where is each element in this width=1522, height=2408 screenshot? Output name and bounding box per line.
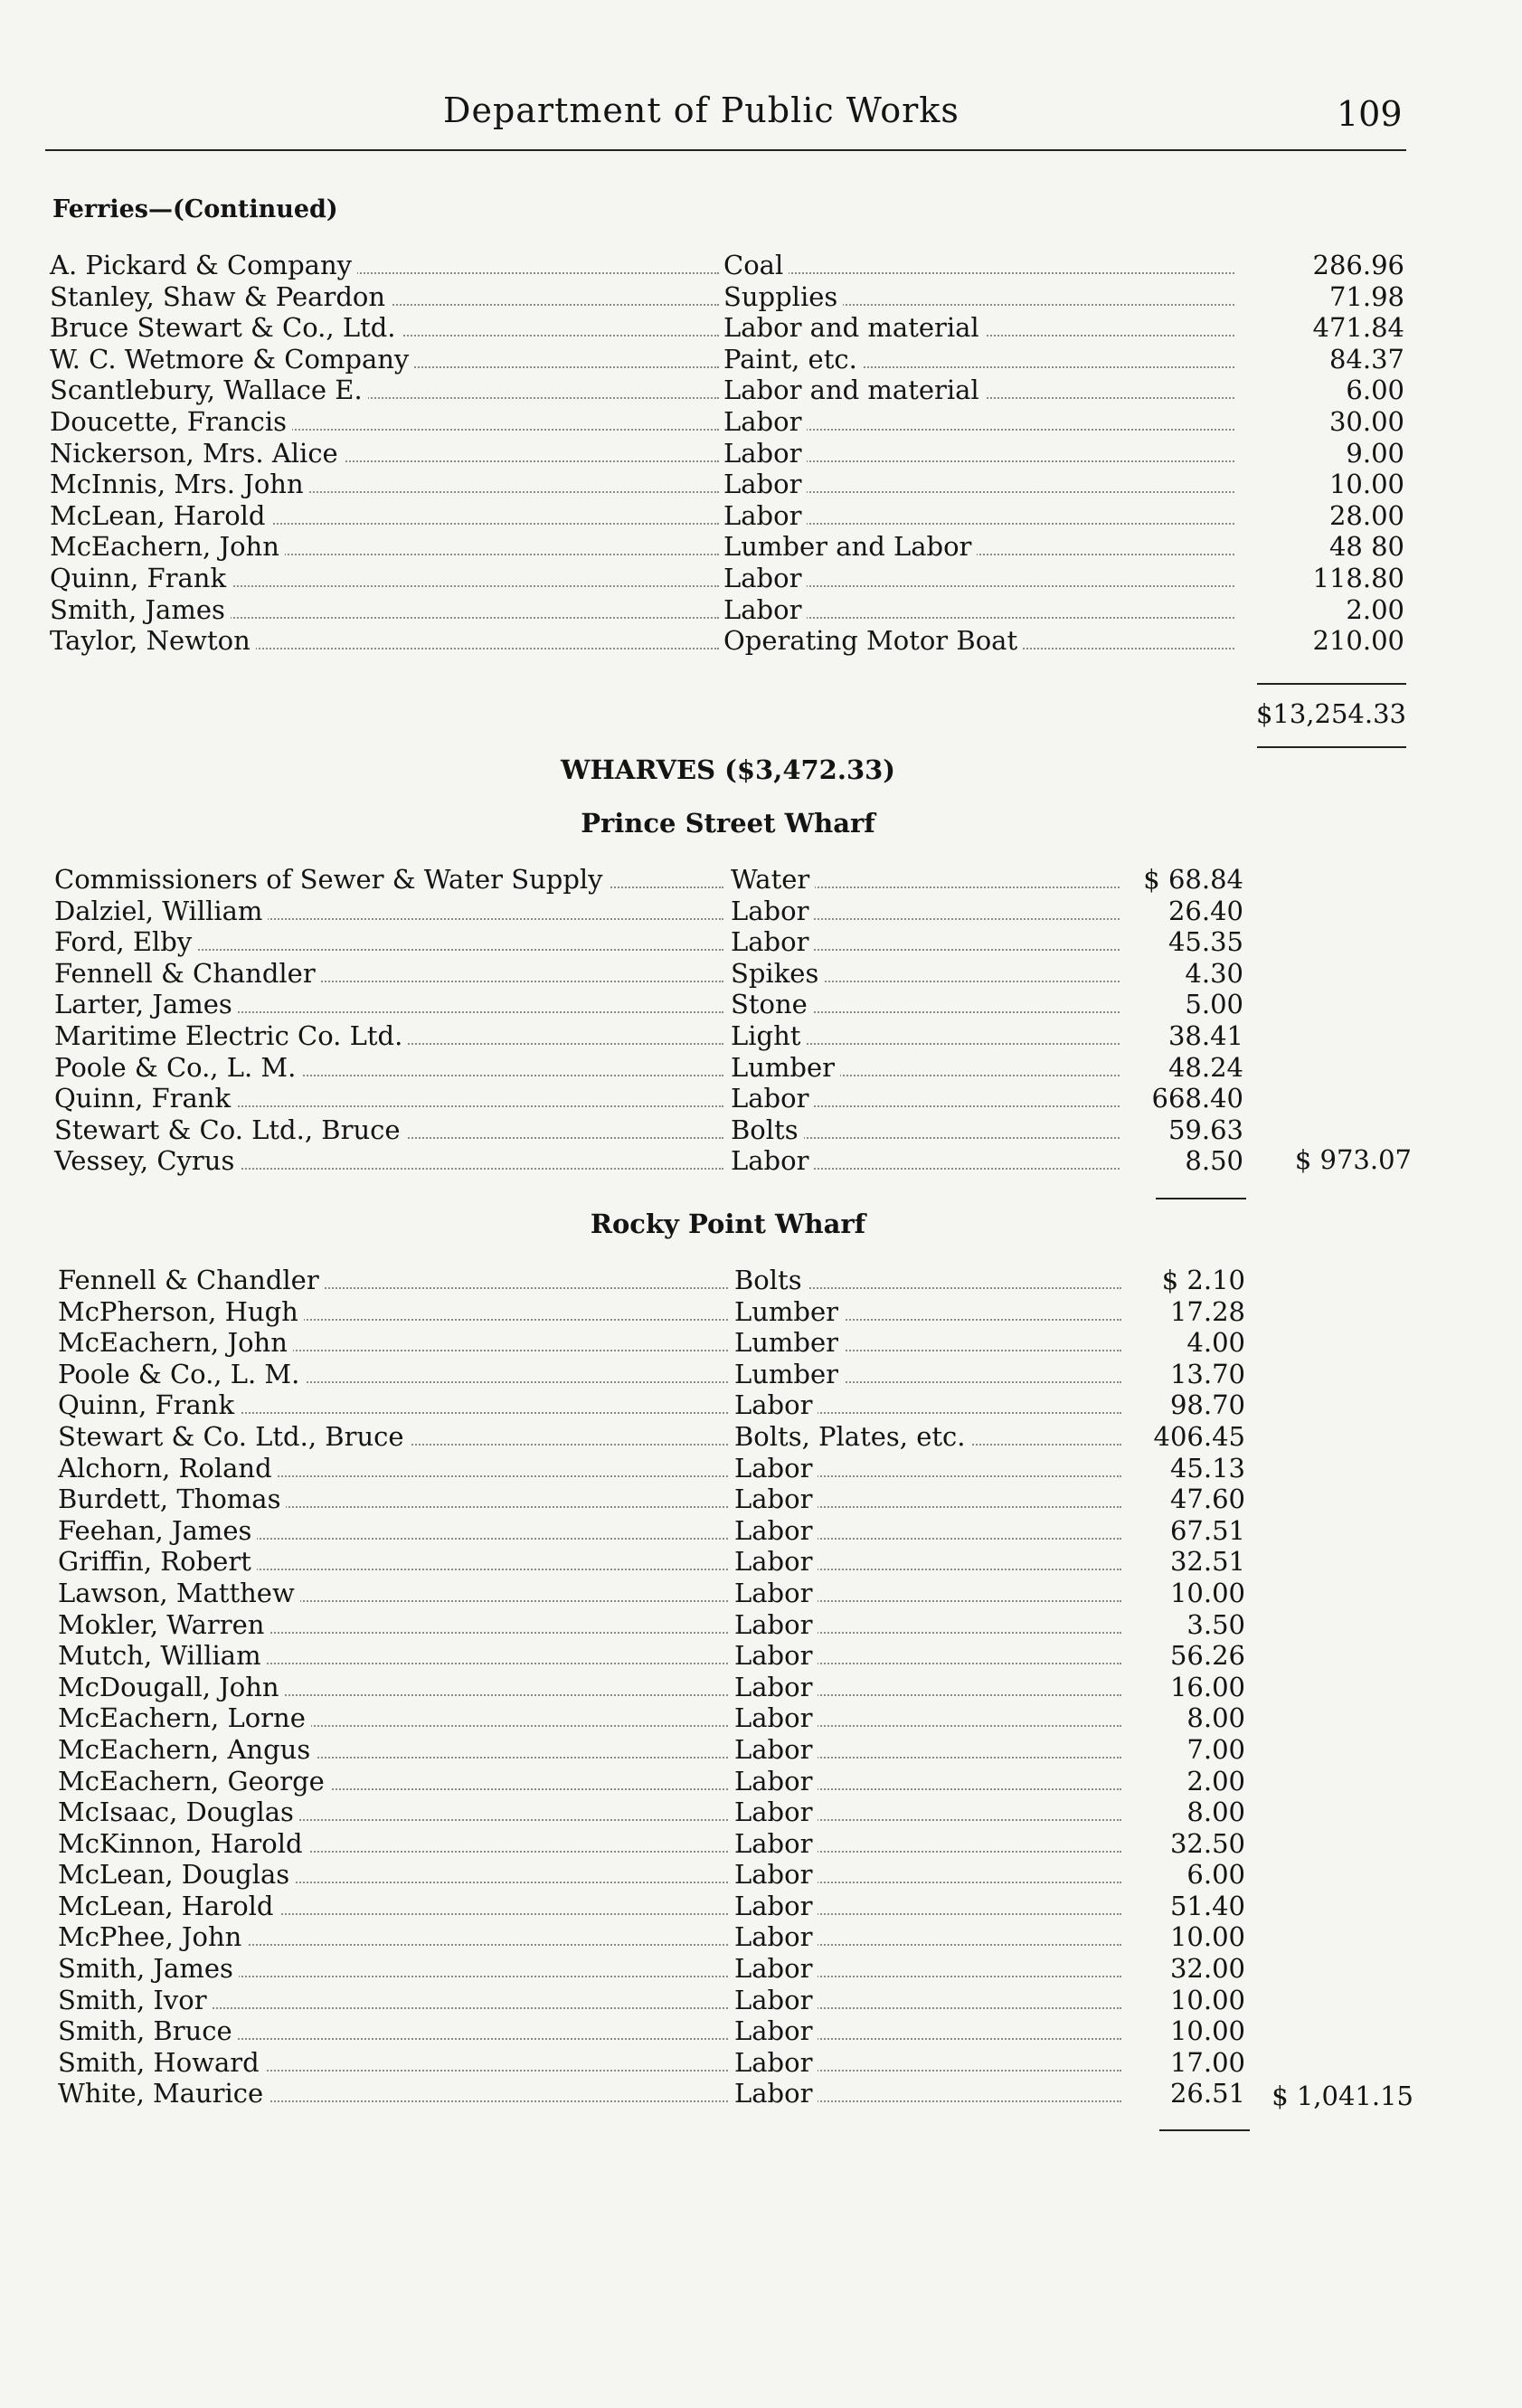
amount: 8.50	[1179, 1145, 1243, 1176]
amount: 32.00	[1165, 1953, 1245, 1984]
payee-name: Quinn, Frank	[58, 1389, 240, 1420]
expense-item: Labor	[723, 594, 807, 625]
amount: 38.41	[1163, 1020, 1243, 1051]
ledger-row	[0, 2015, 1522, 2047]
expense-item: Labor	[723, 406, 807, 437]
ledger-row	[0, 594, 1522, 626]
ledger-row	[0, 1453, 1522, 1484]
ledger-row	[0, 989, 1522, 1020]
payee-name: Vessey, Cyrus	[54, 1145, 240, 1176]
ledger-row	[0, 1702, 1522, 1734]
expense-item: Bolts	[734, 1265, 808, 1295]
amount: 286.96	[1308, 250, 1404, 280]
ledger-row	[0, 563, 1522, 594]
amount: 10.00	[1165, 1578, 1245, 1608]
expense-item: Labor	[731, 1083, 814, 1114]
amount: 67.51	[1165, 1515, 1245, 1546]
amount: 17.00	[1165, 2047, 1245, 2078]
expense-item: Labor	[734, 1797, 818, 1827]
ledger-row	[0, 438, 1522, 469]
expense-item: Labor	[734, 1702, 818, 1733]
expense-item: Labor	[734, 1985, 818, 2015]
amount: 668.40	[1147, 1083, 1243, 1114]
amount: 4.00	[1181, 1327, 1245, 1358]
ledger-row	[0, 864, 1522, 896]
amount: $ 68.84	[1138, 864, 1243, 895]
page-title: Department of Public Works	[443, 90, 960, 130]
amount: 9.00	[1340, 438, 1404, 469]
ledger-row	[0, 1953, 1522, 1985]
amount: 10.00	[1165, 1921, 1245, 1952]
payee-name: Stewart & Co. Ltd., Bruce	[54, 1114, 406, 1145]
amount: 26.40	[1163, 896, 1243, 926]
ledger-row	[0, 1766, 1522, 1797]
amount: 51.40	[1165, 1891, 1245, 1921]
amount: 16.00	[1165, 1672, 1245, 1702]
payee-name: Scantlebury, Wallace E.	[50, 374, 368, 405]
amount: 5.00	[1179, 989, 1243, 1019]
ledger-row	[0, 1265, 1522, 1296]
ledger-row	[0, 531, 1522, 563]
header-rule	[45, 149, 1406, 151]
payee-name: McPhee, John	[58, 1921, 247, 1952]
payee-name: Doucette, Francis	[50, 406, 292, 437]
payee-name: McEachern, Lorne	[58, 1702, 311, 1733]
prince-street-total: $ 973.07	[1294, 1144, 1412, 1175]
expense-item: Labor	[723, 469, 807, 499]
ledger-row	[0, 500, 1522, 532]
payee-name: White, Maurice	[58, 2078, 269, 2109]
expense-item: Labor	[734, 1453, 818, 1484]
payee-name: Smith, Bruce	[58, 2015, 238, 2046]
payee-name: McEachern, John	[50, 531, 285, 562]
payee-name: McLean, Harold	[50, 500, 271, 531]
rocky-point-subtotal-rule	[1159, 2129, 1250, 2131]
amount: 32.51	[1165, 1546, 1245, 1577]
amount: 2.00	[1181, 1766, 1245, 1797]
amount: 3.50	[1181, 1609, 1245, 1640]
amount: 45.13	[1165, 1453, 1245, 1484]
payee-name: Stanley, Shaw & Peardon	[50, 281, 391, 312]
ledger-row	[0, 1546, 1522, 1578]
payee-name: Smith, Ivor	[58, 1985, 213, 2015]
amount: 8.00	[1181, 1702, 1245, 1733]
ledger-row	[0, 896, 1522, 927]
ferries-total-underline	[1257, 746, 1406, 748]
expense-item: Labor	[731, 1145, 814, 1176]
expense-item: Labor	[734, 1766, 818, 1797]
ledger-row	[0, 1114, 1522, 1146]
amount: $ 2.10	[1157, 1265, 1245, 1295]
amount: 2.00	[1340, 594, 1404, 625]
expense-item: Labor	[734, 1921, 818, 1952]
amount: 30.00	[1324, 406, 1404, 437]
ledger-row	[0, 1609, 1522, 1641]
amount: 10.00	[1324, 469, 1404, 499]
expense-item: Labor	[734, 1891, 818, 1921]
amount: 28.00	[1324, 500, 1404, 531]
expense-item: Labor	[734, 1859, 818, 1890]
expense-item: Stone	[731, 989, 813, 1019]
amount: 17.28	[1165, 1296, 1245, 1327]
expense-item: Labor and material	[723, 374, 985, 405]
payee-name: McEachern, George	[58, 1766, 330, 1797]
ledger-row	[0, 1421, 1522, 1453]
ferries-total: $13,254.33	[1255, 698, 1406, 729]
prince-street-heading: Prince Street Wharf	[581, 808, 875, 839]
ledger-row	[0, 1859, 1522, 1891]
payee-name: Lawson, Matthew	[58, 1578, 300, 1608]
ledger-row	[0, 1672, 1522, 1703]
payee-name: McIsaac, Douglas	[58, 1797, 299, 1827]
wharves-heading: WHARVES ($3,472.33)	[560, 754, 896, 785]
expense-item: Paint, etc.	[723, 344, 863, 374]
ledger-row	[0, 625, 1522, 657]
rocky-point-total-row	[0, 2081, 1522, 2112]
ledger-row	[0, 250, 1522, 281]
amount: 59.63	[1163, 1114, 1243, 1145]
amount: 26.51	[1165, 2078, 1245, 2109]
payee-name: Burdett, Thomas	[58, 1484, 286, 1514]
ledger-row	[0, 281, 1522, 313]
expense-item: Labor	[734, 1515, 818, 1546]
ledger-row	[0, 1921, 1522, 1953]
payee-name: McPherson, Hugh	[58, 1296, 304, 1327]
rocky-point-wharf-list	[0, 1265, 1522, 2109]
expense-item: Labor and material	[723, 312, 985, 343]
amount: 71.98	[1324, 281, 1404, 312]
amount: 6.00	[1340, 374, 1404, 405]
amount: 13.70	[1165, 1359, 1245, 1389]
expense-item: Labor	[723, 500, 807, 531]
ledger-row	[0, 1083, 1522, 1114]
ledger-row	[0, 1484, 1522, 1515]
payee-name: Mutch, William	[58, 1640, 267, 1671]
expense-item: Spikes	[731, 958, 824, 989]
ferries-total-row	[0, 698, 1522, 730]
expense-item: Labor	[734, 1640, 818, 1671]
amount: 7.00	[1181, 1734, 1245, 1765]
expense-item: Bolts, Plates, etc.	[734, 1421, 971, 1452]
payee-name: Smith, James	[58, 1953, 239, 1984]
ledger-row	[0, 926, 1522, 958]
payee-name: W. C. Wetmore & Company	[50, 344, 414, 374]
expense-item: Labor	[734, 1609, 818, 1640]
amount: 98.70	[1165, 1389, 1245, 1420]
ledger-row	[0, 374, 1522, 406]
payee-name: Ford, Elby	[54, 926, 197, 957]
expense-item: Labor	[723, 438, 807, 469]
payee-name: McEachern, John	[58, 1327, 293, 1358]
ledger-row	[0, 469, 1522, 500]
amount: 48.24	[1163, 1052, 1243, 1083]
expense-item: Bolts	[731, 1114, 804, 1145]
expense-item: Light	[731, 1020, 806, 1051]
expense-item: Labor	[734, 1828, 818, 1859]
ledger-row	[0, 1985, 1522, 2016]
expense-item: Water	[731, 864, 815, 895]
dot-leader	[723, 272, 1234, 274]
payee-name: Stewart & Co. Ltd., Bruce	[58, 1421, 410, 1452]
payee-name: Quinn, Frank	[50, 563, 232, 593]
expense-item: Labor	[734, 1734, 818, 1765]
payee-name: Poole & Co., L. M.	[54, 1052, 301, 1083]
prince-street-total-row	[0, 1144, 1522, 1176]
expense-item: Supplies	[723, 281, 843, 312]
payee-name: McDougall, John	[58, 1672, 285, 1702]
expense-item: Lumber	[731, 1052, 840, 1083]
ledger-row	[0, 406, 1522, 438]
payee-name: McEachern, Angus	[58, 1734, 316, 1765]
payee-name: Poole & Co., L. M.	[58, 1359, 305, 1389]
amount: 406.45	[1149, 1421, 1245, 1452]
payee-name: Bruce Stewart & Co., Ltd.	[50, 312, 402, 343]
rocky-point-heading: Rocky Point Wharf	[590, 1209, 866, 1239]
prince-street-wharf-list	[0, 864, 1522, 1177]
ledger-row	[0, 958, 1522, 990]
page-number: 109	[1337, 94, 1403, 134]
ledger-row	[0, 1640, 1522, 1672]
expense-item: Coal	[723, 250, 789, 280]
amount: 8.00	[1181, 1797, 1245, 1827]
payee-name: Quinn, Frank	[54, 1083, 236, 1114]
payee-name: Commissioners of Sewer & Water Supply	[54, 864, 609, 895]
payee-name: Griffin, Robert	[58, 1546, 257, 1577]
amount: 84.37	[1324, 344, 1404, 374]
ledger-row	[0, 2047, 1522, 2079]
expense-item: Lumber	[734, 1296, 844, 1327]
ledger-row	[0, 1296, 1522, 1328]
expense-item: Labor	[734, 1484, 818, 1514]
payee-name: McInnis, Mrs. John	[50, 469, 309, 499]
expense-item: Labor	[734, 2015, 818, 2046]
ledger-row	[0, 1359, 1522, 1390]
payee-name: McLean, Douglas	[58, 1859, 295, 1890]
payee-name: Taylor, Newton	[50, 625, 256, 656]
amount: 10.00	[1165, 1985, 1245, 2015]
rocky-point-total: $ 1,041.15	[1271, 2081, 1413, 2111]
ledger-row	[0, 344, 1522, 375]
expense-item: Labor	[734, 1953, 818, 1984]
expense-item: Lumber	[734, 1359, 844, 1389]
ledger-row	[0, 1515, 1522, 1547]
payee-name: Fennell & Chandler	[54, 958, 321, 989]
expense-item: Labor	[723, 563, 807, 593]
expense-item: Labor	[734, 1389, 818, 1420]
payee-name: Dalziel, William	[54, 896, 268, 926]
expense-item: Lumber	[734, 1327, 844, 1358]
payee-name: Larter, James	[54, 989, 238, 1019]
expense-item: Labor	[734, 2078, 818, 2109]
amount: 47.60	[1165, 1484, 1245, 1514]
payee-name: Smith, Howard	[58, 2047, 265, 2078]
payee-name: A. Pickard & Company	[50, 250, 357, 280]
amount: 45.35	[1163, 926, 1243, 957]
ledger-row	[0, 1891, 1522, 1922]
ferries-total-rule	[1257, 683, 1406, 685]
amount: 118.80	[1308, 563, 1404, 593]
payee-name: McKinnon, Harold	[58, 1828, 308, 1859]
expense-item: Labor	[734, 2047, 818, 2078]
ledger-row	[0, 1389, 1522, 1421]
expense-item: Lumber and Labor	[723, 531, 977, 562]
payee-name: Nickerson, Mrs. Alice	[50, 438, 344, 469]
payee-name: Alchorn, Roland	[58, 1453, 278, 1484]
payee-name: Feehan, James	[58, 1515, 257, 1546]
ledger-row	[0, 1734, 1522, 1766]
expense-item: Labor	[731, 926, 814, 957]
amount: 10.00	[1165, 2015, 1245, 2046]
ledger-row	[0, 1797, 1522, 1828]
payee-name: Smith, James	[50, 594, 231, 625]
expense-item: Labor	[734, 1672, 818, 1702]
ferries-list	[0, 250, 1522, 657]
ledger-row	[0, 1020, 1522, 1052]
expense-item: Labor	[734, 1578, 818, 1608]
amount: 48 80	[1324, 531, 1404, 562]
amount: 4.30	[1179, 958, 1243, 989]
payee-name: McLean, Harold	[58, 1891, 279, 1921]
ledger-row	[0, 1828, 1522, 1860]
ferries-section-label: Ferries—(Continued)	[52, 195, 338, 223]
amount: 32.50	[1165, 1828, 1245, 1859]
amount: 56.26	[1165, 1640, 1245, 1671]
expense-item: Operating Motor Boat	[723, 625, 1023, 656]
payee-name: Fennell & Chandler	[58, 1265, 325, 1295]
amount: 210.00	[1308, 625, 1404, 656]
ledger-row	[0, 312, 1522, 344]
payee-name: Maritime Electric Co. Ltd.	[54, 1020, 408, 1051]
expense-item: Labor	[734, 1546, 818, 1577]
ledger-row	[0, 1327, 1522, 1359]
ledger-row	[0, 1052, 1522, 1084]
expense-item: Labor	[731, 896, 814, 926]
payee-name: Mokler, Warren	[58, 1609, 269, 1640]
amount: 471.84	[1308, 312, 1404, 343]
amount: 6.00	[1181, 1859, 1245, 1890]
ledger-row	[0, 1578, 1522, 1609]
prince-street-subtotal-rule	[1156, 1198, 1246, 1199]
